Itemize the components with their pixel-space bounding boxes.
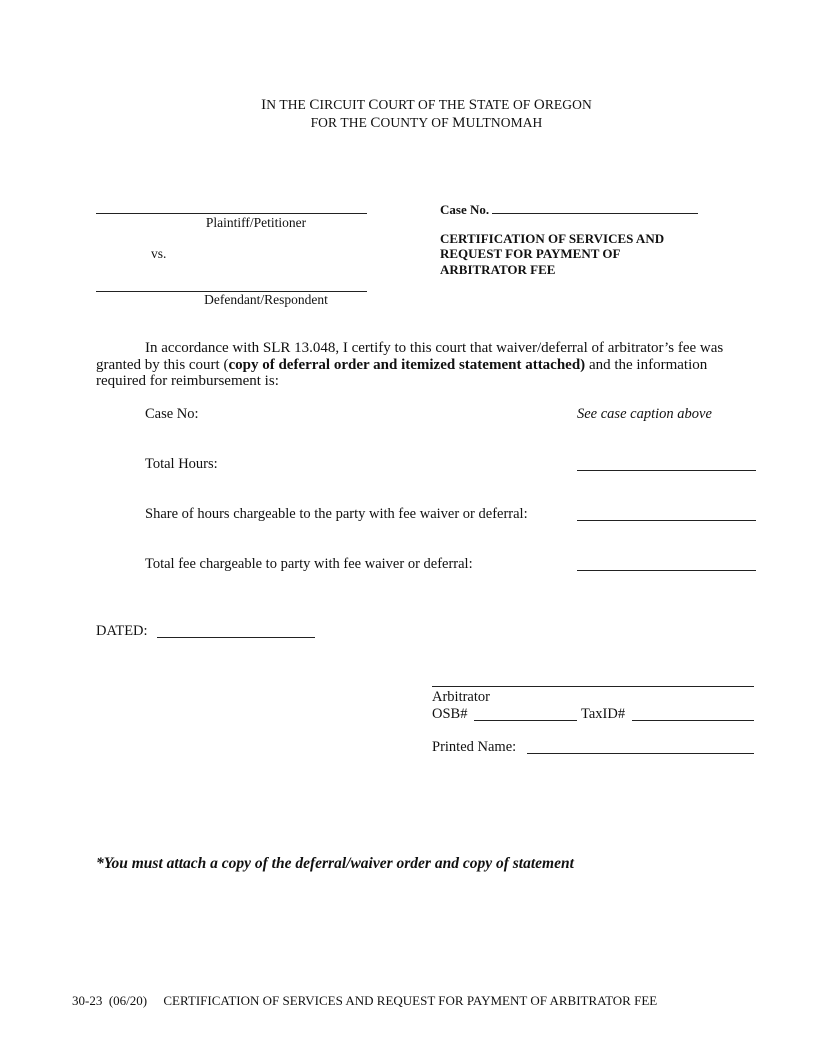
taxid-blank[interactable] xyxy=(632,720,754,721)
dated-blank[interactable] xyxy=(157,637,315,638)
form-revision: (06/20) xyxy=(108,993,148,1008)
footer xyxy=(72,993,657,1009)
total-fee-label: Total fee chargeable to party with fee waiver or deferral: xyxy=(145,556,473,572)
case-no-row-value: See case caption above xyxy=(577,406,712,422)
total-fee-blank[interactable] xyxy=(577,570,756,571)
arbitrator-signature-line[interactable] xyxy=(432,686,754,687)
form-number: 30-23 xyxy=(72,993,103,1008)
case-number-field[interactable] xyxy=(440,200,698,218)
document-title-line2: REQUEST FOR PAYMENT OF xyxy=(440,246,621,261)
share-hours-label: Share of hours chargeable to the party with fee waiver or deferral: xyxy=(145,506,528,522)
case-number-label: Case No. xyxy=(440,202,490,217)
osb-label: OSB# xyxy=(432,706,468,722)
case-number-blank[interactable] xyxy=(492,200,698,214)
plaintiff-signature-line[interactable] xyxy=(96,213,367,214)
court-name-line2: FOR THE COUNTY OF MULTNOMAH xyxy=(310,115,543,131)
printed-name-label: Printed Name: xyxy=(432,739,517,755)
dated-label: DATED: xyxy=(96,623,148,639)
plaintiff-label: Plaintiff/Petitioner xyxy=(205,215,307,230)
document-title-line3: ARBITRATOR FEE xyxy=(440,262,556,277)
total-hours-blank[interactable] xyxy=(577,470,756,471)
taxid-label: TaxID# xyxy=(581,706,626,722)
versus-label: vs. xyxy=(151,246,167,261)
printed-name-blank[interactable] xyxy=(527,753,754,754)
court-name-line1: IN THE CIRCUIT COURT OF THE STATE OF OREGON xyxy=(261,97,592,113)
certification-paragraph: In accordance with SLR 13.048, I certify to this court that waiver/deferral of arbitrator’s fee was granted by this court (copy of deferral order and itemized statement attached) and the information required for reimbursement is: xyxy=(96,340,724,389)
total-hours-label: Total Hours: xyxy=(145,456,218,472)
arbitrator-label: Arbitrator xyxy=(432,689,490,705)
footer-title: CERTIFICATION OF SERVICES AND REQUEST FOR PAYMENT OF ARBITRATOR FEE xyxy=(163,993,658,1008)
document-title-line1: CERTIFICATION OF SERVICES AND xyxy=(440,231,665,246)
case-no-row-label: Case No: xyxy=(145,406,199,422)
osb-blank[interactable] xyxy=(474,720,577,721)
defendant-label: Defendant/Respondent xyxy=(204,292,328,307)
share-hours-blank[interactable] xyxy=(577,520,756,521)
attachment-notice: *You must attach a copy of the deferral/waiver order and copy of statement xyxy=(96,855,574,872)
attachment-note: copy of deferral order and itemized statement attached) xyxy=(228,356,586,373)
